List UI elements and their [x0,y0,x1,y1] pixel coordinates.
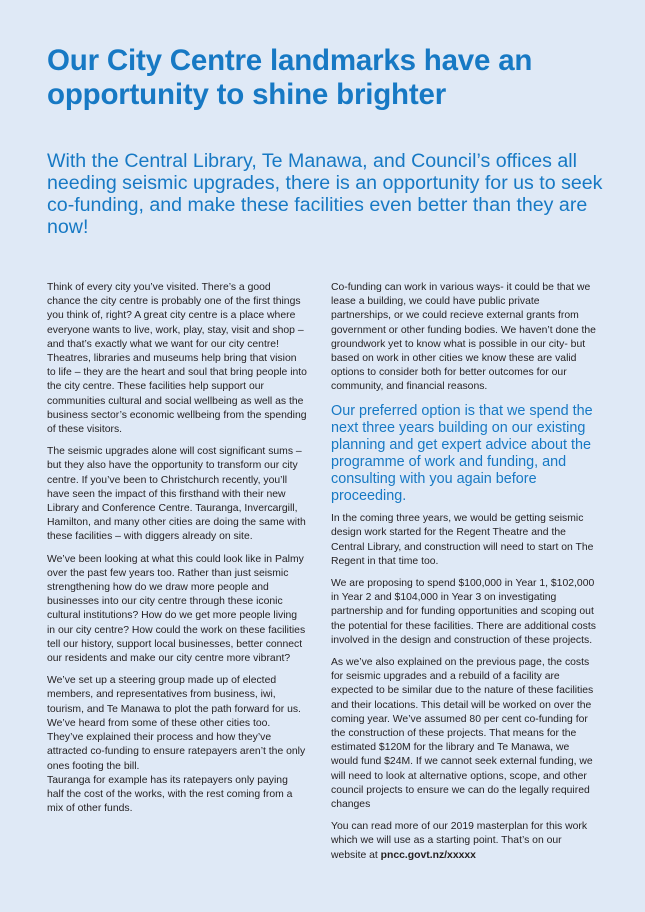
body-paragraph: Tauranga for example has its ratepayers only paying half the cost of the works, with the rest coming from a mix of other funds. [47,774,293,815]
website-link[interactable]: pncc.govt.nz/xxxxx [380,849,476,861]
body-paragraph: We’ve been looking at what this could look like in Palmy over the past few years too. Rather than just seismic strengthening how do we draw more people and businesses into our city centre through these iconic cultural institutions? How do we get more people living in our city centre? How could the work on these facilities tell our history, support local businesses, better connect our residents and make our city centre more vibrant? [47,553,306,665]
right-column [331,281,599,871]
body-paragraph: We’ve set up a steering group made up of elected members, and representatives from business, iwi, tourism, and Te Manawa to plot the path forward for us. We’ve heard from some of these other cities too. They’ve explained their process and how they’ve attracted co-funding to ensure ratepayers aren’t the only ones footing the bill. [47,675,306,772]
page-title: Our City Centre landmarks have an opportunity to shine brighter [47,44,533,111]
masterplan-text: You can read more of our 2019 masterplan for this work which we will use as a starting point. That’s on our website at [331,821,588,861]
body-paragraph: The seismic upgrades alone will cost significant sums – but they also have the opportunity to transform our city centre. If you’ve been to Christchurch recently, you’ll have seen the impact of this firsthand with their new Library and Conference Centre. Tauranga, Invercargill, Hamilton, and many other cities are doing the same with these facilities – with diggers already on site. [47,446,306,543]
body-paragraph: Co-funding can work in various ways- it could be that we lease a building, we could have public private partnerships, or we could recieve external grants from government or other funding bodies. We haven’t done the groundwork yet to know what is possible in our city- but based on work in other cities we know these are valid options to consider both for better outcomes for our community, and financial reasons. [331,282,596,393]
body-paragraph: Think of every city you’ve visited. There’s a good chance the city centre is probably one of the first things you think of, right? A great city centre is a place where everyone wants to live, work, play, stay, visit and shop – and that’s exactly what we want for our city centre! Theatres, libraries and museums help bring that vision to life – they are the heart and soul that bring people into the city centre. These facilities help support our communities cultural and social wellbeing as well as the business sector’s economic wellbeing from the spending of these visitors. [47,282,307,436]
body-paragraph: As we’ve also explained on the previous page, the costs for seismic upgrades and a rebuild of a facility are expected to be similar due to the nature of these facilities and their locations. This detail will be worked on over the coming year. We’ve assumed 80 per cent co-funding for the construction of these projects. That means for the estimated $120M for the library and Te Manawa, we would fund $24M. If we cannot seek external funding, we will need to look at alternative options, scope, and other council projects to ensure we can do the legally required changes [331,657,594,811]
left-column [47,281,307,824]
body-paragraph: In the coming three years, we would be getting seismic design work started for the Regent Theatre and the Central Library, and construction will need to start on The Regent in that time too. [331,513,594,567]
preferred-option-callout: Our preferred option is that we spend the next three years building on our existing planning and get expert advice about the programme of work and funding, and consulting with you again before proceeding. [331,402,593,505]
intro-paragraph: With the Central Library, Te Manawa, and Council’s offices all needing seismic upgrades, there is an opportunity for us to seek co-funding, and make these facilities even better than they are now! [47,150,603,238]
body-paragraph [331,820,599,863]
body-paragraph: We are proposing to spend $100,000 in Year 1, $102,000 in Year 2 and $104,000 in Year 3 on investigating partnership and for funding opportunities and scoping out the potential for these facilities. There are additional costs involved in the design and construction of these projects. [331,578,596,646]
